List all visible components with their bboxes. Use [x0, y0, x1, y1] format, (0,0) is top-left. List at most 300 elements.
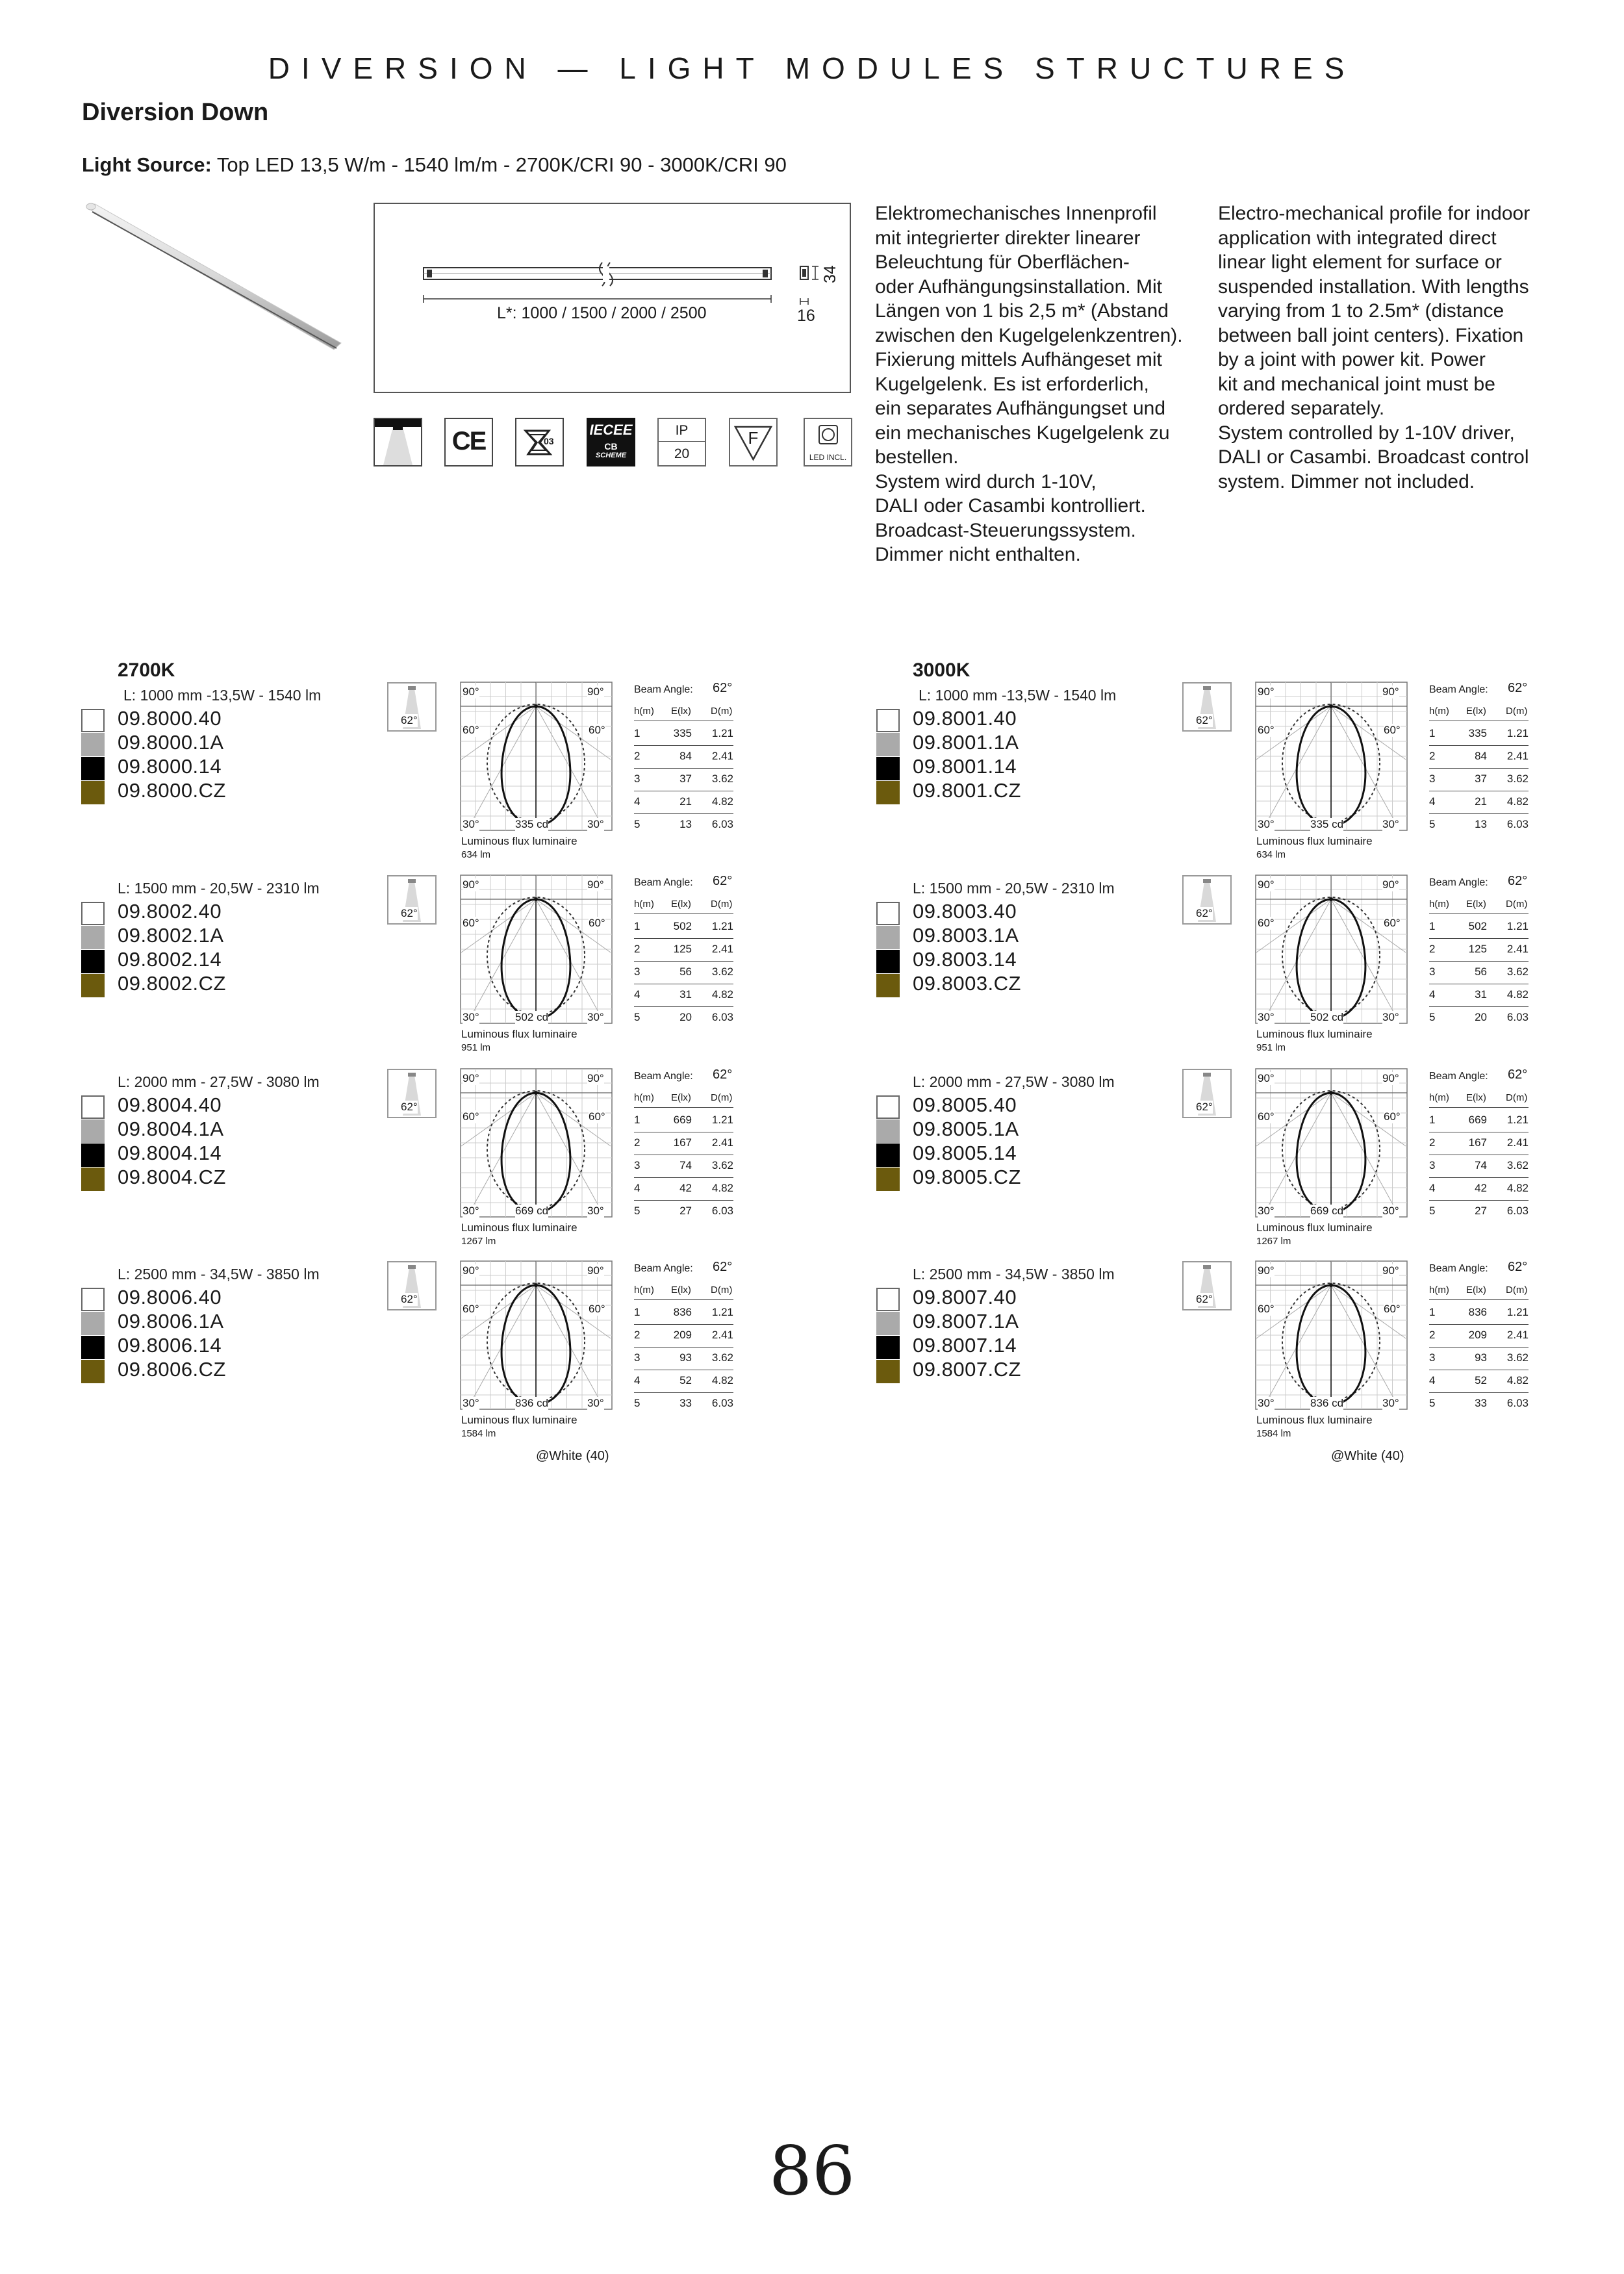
polar-label-60-left: 60° — [1258, 724, 1275, 736]
table-cell-illuminance: 84 — [1475, 750, 1487, 762]
polar-label-60-right: 60° — [589, 917, 605, 929]
product-code: 09.8000.14 — [118, 755, 222, 778]
beam-angle-label: Beam Angle: — [1429, 877, 1488, 888]
table-cell-height: 3 — [1429, 1351, 1436, 1364]
table-cell-height: 3 — [634, 1351, 641, 1364]
table-cell-height: 3 — [634, 773, 641, 785]
polar-label-90-right: 90° — [587, 878, 604, 891]
product-code: 09.8003.14 — [913, 948, 1017, 971]
table-cell-height: 2 — [634, 1136, 641, 1149]
table-cell-diameter: 1.21 — [1506, 727, 1529, 739]
polar-label-90-right: 90° — [587, 1072, 604, 1084]
table-cell-illuminance: 27 — [679, 1205, 692, 1217]
variant-length-spec: L: 2500 mm - 34,5W - 3850 lm — [118, 1266, 320, 1283]
table-cell-height: 3 — [634, 965, 641, 978]
product-code: 09.8001.40 — [913, 707, 1017, 730]
product-code: 09.8001.14 — [913, 755, 1017, 778]
table-row-rule — [634, 1006, 733, 1007]
col-header-e: E(lx) — [1466, 1092, 1486, 1103]
polar-label-30-left: 30° — [463, 818, 479, 830]
col-header-h: h(m) — [1429, 1092, 1449, 1103]
table-cell-height: 5 — [634, 1205, 641, 1217]
table-cell-diameter: 1.21 — [711, 727, 733, 739]
table-cell-height: 4 — [634, 988, 641, 1001]
finish-swatch — [876, 757, 900, 780]
col-header-d: D(m) — [711, 1284, 733, 1296]
polar-label-90-left: 90° — [1258, 1072, 1275, 1084]
beam-angle-label: Beam Angle: — [1429, 1263, 1488, 1274]
beam-angle-value: 62° — [1508, 1067, 1528, 1082]
table-row-rule — [1429, 1324, 1529, 1325]
table-row-rule — [634, 768, 733, 769]
finish-swatch — [876, 1143, 900, 1167]
finish-swatch — [876, 1095, 900, 1119]
table-header-rule — [1429, 1107, 1529, 1108]
polar-label-90-left: 90° — [463, 1264, 479, 1277]
table-row-rule — [1429, 1347, 1529, 1348]
table-cell-height: 5 — [1429, 818, 1436, 830]
col-header-h: h(m) — [634, 1092, 654, 1103]
product-code: 09.8000.CZ — [118, 779, 226, 802]
table-row-rule — [1429, 938, 1529, 939]
table-cell-illuminance: 335 — [673, 727, 692, 739]
polar-label-60-right: 60° — [1384, 724, 1401, 736]
finish-footnote: @White (40) — [1331, 1449, 1404, 1463]
table-cell-height: 2 — [634, 750, 641, 762]
table-row-rule — [634, 1392, 733, 1393]
enec-number: 03 — [544, 436, 554, 446]
finish-swatch — [876, 709, 900, 732]
table-cell-illuminance: 31 — [679, 988, 692, 1001]
polar-label-90-left: 90° — [463, 1072, 479, 1084]
finish-swatch — [81, 1312, 105, 1335]
product-code: 09.8002.40 — [118, 900, 222, 923]
table-cell-height: 4 — [1429, 1182, 1436, 1194]
page-number: 86 — [768, 2131, 856, 2210]
drawing-lines — [375, 204, 850, 392]
table-cell-height: 5 — [1429, 1205, 1436, 1217]
polar-label-60-left: 60° — [463, 1110, 479, 1123]
product-code: 09.8004.14 — [118, 1142, 222, 1164]
peak-intensity: 836 cd — [515, 1397, 549, 1409]
table-cell-height: 4 — [634, 1374, 641, 1386]
beam-angle-icon-label: 62° — [1196, 1101, 1213, 1113]
finish-swatch — [876, 926, 900, 949]
luminous-flux-value: 1584 lm — [1256, 1428, 1291, 1439]
finish-swatch — [876, 1168, 900, 1191]
col-header-e: E(lx) — [1466, 1284, 1486, 1296]
finish-swatch — [876, 950, 900, 973]
col-header-h: h(m) — [1429, 899, 1449, 910]
table-row-rule — [634, 1177, 733, 1178]
table-cell-diameter: 4.82 — [711, 1374, 733, 1386]
beam-angle-value: 62° — [713, 874, 733, 888]
table-cell-height: 3 — [634, 1159, 641, 1171]
table-cell-height: 1 — [1429, 920, 1436, 932]
polar-label-90-left: 90° — [1258, 1264, 1275, 1277]
col-header-h: h(m) — [1429, 706, 1449, 717]
f-mark-icon — [729, 418, 778, 466]
table-cell-height: 2 — [634, 943, 641, 955]
height-dimension: 34 — [821, 265, 839, 283]
table-cell-illuminance: 13 — [679, 818, 692, 830]
polar-label-30-right: 30° — [1382, 1205, 1399, 1217]
polar-label-30-right: 30° — [587, 1397, 604, 1409]
beam-angle-value: 62° — [1508, 874, 1528, 888]
table-header-rule — [634, 1107, 733, 1108]
table-header-rule — [634, 913, 733, 914]
beam-angle-label: Beam Angle: — [634, 877, 693, 888]
product-code: 09.8000.1A — [118, 731, 224, 754]
finish-swatch — [876, 1360, 900, 1383]
table-cell-height: 2 — [634, 1329, 641, 1341]
table-cell-diameter: 3.62 — [1506, 965, 1529, 978]
table-cell-illuminance: 33 — [1475, 1397, 1487, 1409]
table-cell-diameter: 2.41 — [1506, 943, 1529, 955]
luminous-flux-value: 634 lm — [461, 849, 491, 860]
table-cell-diameter: 2.41 — [1506, 1329, 1529, 1341]
table-cell-illuminance: 74 — [1475, 1159, 1487, 1171]
variant-length-spec: L: 1500 mm - 20,5W - 2310 lm — [913, 880, 1115, 897]
iecee-text: IECEE — [589, 422, 633, 438]
finish-footnote: @White (40) — [536, 1449, 609, 1463]
polar-label-30-left: 30° — [463, 1397, 479, 1409]
peak-intensity: 836 cd — [1310, 1397, 1344, 1409]
polar-label-90-right: 90° — [1382, 878, 1399, 891]
table-cell-illuminance: 21 — [679, 795, 692, 808]
table-cell-diameter: 4.82 — [711, 1182, 733, 1194]
table-cell-diameter: 3.62 — [711, 1351, 733, 1364]
table-cell-diameter: 6.03 — [1506, 1011, 1529, 1023]
table-cell-illuminance: 335 — [1468, 727, 1487, 739]
table-cell-diameter: 1.21 — [711, 1306, 733, 1318]
product-code: 09.8002.14 — [118, 948, 222, 971]
polar-label-90-left: 90° — [463, 878, 479, 891]
table-row-rule — [634, 1347, 733, 1348]
beam-angle-value: 62° — [1508, 1260, 1528, 1274]
beam-angle-value: 62° — [713, 1067, 733, 1082]
col-header-d: D(m) — [1506, 899, 1528, 910]
description-english: Electro-mechanical profile for indoor application with integrated direct linear light element for surface or suspended installation. With lengths varying from 1 to 2.5m* (distance between ball joint centers). Fixation by a joint with power kit. Power kit and mechanical joint must be ordered separately. System controlled by 1-10V driver, DALI or Casambi. Broadcast control system. Dimmer not included. — [1218, 203, 1530, 492]
peak-intensity: 669 cd — [515, 1205, 549, 1217]
table-cell-diameter: 2.41 — [711, 1136, 733, 1149]
table-cell-height: 1 — [634, 727, 641, 739]
table-cell-illuminance: 52 — [1475, 1374, 1487, 1386]
beam-angle-icon-label: 62° — [1196, 1293, 1213, 1305]
beam-angle-value: 62° — [1508, 681, 1528, 695]
finish-swatch — [876, 1288, 900, 1311]
polar-label-90-right: 90° — [1382, 1072, 1399, 1084]
variant-length-spec: L: 1000 mm -13,5W - 1540 lm — [123, 687, 322, 704]
finish-swatch — [81, 709, 105, 732]
table-cell-illuminance: 37 — [1475, 773, 1487, 785]
table-cell-diameter: 4.82 — [1506, 988, 1529, 1001]
table-cell-diameter: 4.82 — [711, 988, 733, 1001]
table-cell-illuminance: 125 — [1468, 943, 1487, 955]
table-cell-height: 5 — [1429, 1011, 1436, 1023]
finish-swatch — [876, 1336, 900, 1359]
col-header-h: h(m) — [1429, 1284, 1449, 1296]
iecee-cb-scheme-icon — [587, 418, 635, 466]
table-cell-illuminance: 209 — [1468, 1329, 1487, 1341]
product-code: 09.8005.14 — [913, 1142, 1017, 1164]
table-row-rule — [1429, 813, 1529, 814]
polar-label-30-left: 30° — [463, 1205, 479, 1217]
cb-text: CB — [604, 441, 618, 452]
technical-drawing — [374, 203, 851, 393]
beam-angle-label: Beam Angle: — [1429, 1071, 1488, 1082]
col-header-e: E(lx) — [1466, 899, 1486, 910]
table-row-rule — [1429, 961, 1529, 962]
polar-distribution-diagram — [460, 1068, 613, 1218]
description-german: Elektromechanisches Innenprofil mit integrierter direkter linearer Beleuchtung für Oberflächen- oder Aufhängungsinstallation. Mit Längen von 1 bis 2,5 m* (Abstand zwischen den Kugelgelenkzentren). Fixierung mittels Aufhängeset mit Kugelgelenk. Es ist erforderlich, ein separates Aufhängungset und ein mechanisches Kugelgelenk zu bestellen. System wird durch 1-10V, DALI oder Casambi kontrolliert. Broadcast-Steuerungssystem. Dimmer nicht enthalten. — [875, 203, 1183, 565]
col-header-h: h(m) — [634, 706, 654, 717]
luminous-flux-label: Luminous flux luminaire — [461, 1414, 577, 1426]
product-subtitle: Diversion Down — [82, 99, 269, 126]
table-cell-illuminance: 74 — [679, 1159, 692, 1171]
table-cell-illuminance: 93 — [1475, 1351, 1487, 1364]
table-row-rule — [1429, 1177, 1529, 1178]
table-cell-illuminance: 56 — [679, 965, 692, 978]
product-code: 09.8001.CZ — [913, 779, 1021, 802]
table-cell-diameter: 4.82 — [1506, 1374, 1529, 1386]
polar-label-60-left: 60° — [463, 917, 479, 929]
table-cell-height: 5 — [1429, 1397, 1436, 1409]
table-cell-height: 5 — [634, 1011, 641, 1023]
finish-swatch — [81, 757, 105, 780]
beam-angle-icon-label: 62° — [1196, 907, 1213, 919]
table-cell-diameter: 3.62 — [711, 1159, 733, 1171]
table-cell-illuminance: 502 — [673, 920, 692, 932]
finish-swatch — [81, 902, 105, 925]
table-cell-illuminance: 42 — [679, 1182, 692, 1194]
product-code: 09.8006.CZ — [118, 1358, 226, 1381]
table-cell-height: 5 — [634, 1397, 641, 1409]
table-cell-diameter: 6.03 — [711, 1397, 733, 1409]
table-cell-height: 2 — [1429, 1136, 1436, 1149]
beam-angle-label: Beam Angle: — [634, 1071, 693, 1082]
beam-angle-value: 62° — [713, 1260, 733, 1274]
table-cell-illuminance: 52 — [679, 1374, 692, 1386]
enec-mark-icon — [515, 418, 564, 466]
table-cell-diameter: 6.03 — [1506, 1205, 1529, 1217]
finish-swatch — [876, 733, 900, 756]
table-row-rule — [634, 1200, 733, 1201]
table-cell-height: 4 — [1429, 1374, 1436, 1386]
table-cell-illuminance: 167 — [673, 1136, 692, 1149]
polar-label-30-right: 30° — [587, 1205, 604, 1217]
polar-label-30-right: 30° — [587, 818, 604, 830]
table-cell-diameter: 1.21 — [1506, 1114, 1529, 1126]
table-cell-diameter: 4.82 — [1506, 795, 1529, 808]
beam-angle-label: Beam Angle: — [634, 1263, 693, 1274]
finish-swatch — [81, 1095, 105, 1119]
luminous-flux-label: Luminous flux luminaire — [1256, 1221, 1373, 1234]
polar-label-30-left: 30° — [1258, 1011, 1275, 1023]
table-cell-height: 1 — [634, 920, 641, 932]
peak-intensity: 502 cd — [515, 1011, 549, 1023]
table-cell-diameter: 1.21 — [1506, 920, 1529, 932]
product-code: 09.8002.1A — [118, 924, 224, 947]
polar-label-60-left: 60° — [463, 724, 479, 736]
polar-label-90-left: 90° — [1258, 685, 1275, 698]
polar-label-60-right: 60° — [1384, 1110, 1401, 1123]
table-cell-illuminance: 27 — [1475, 1205, 1487, 1217]
finish-swatch — [81, 733, 105, 756]
product-code: 09.8007.CZ — [913, 1358, 1021, 1381]
variant-length-spec: L: 1500 mm - 20,5W - 2310 lm — [118, 880, 320, 897]
color-temperature-label: 2700K — [118, 659, 175, 681]
col-header-d: D(m) — [711, 706, 733, 717]
table-row-rule — [1429, 1392, 1529, 1393]
polar-label-30-right: 30° — [1382, 818, 1399, 830]
product-code: 09.8001.1A — [913, 731, 1019, 754]
table-cell-height: 5 — [634, 818, 641, 830]
scheme-text: SCHEME — [595, 452, 627, 459]
light-source-label: Light Source: — [82, 153, 212, 176]
polar-label-30-right: 30° — [587, 1011, 604, 1023]
light-source-value: Top LED 13,5 W/m - 1540 lm/m - 2700K/CRI 90 - 3000K/CRI 90 — [211, 153, 787, 176]
peak-intensity: 669 cd — [1310, 1205, 1344, 1217]
ce-mark-icon — [444, 418, 493, 466]
finish-swatch — [81, 1360, 105, 1383]
product-code: 09.8006.40 — [118, 1286, 222, 1309]
col-header-d: D(m) — [1506, 1092, 1528, 1103]
luminous-flux-value: 1267 lm — [461, 1236, 496, 1247]
ip-value: 20 — [674, 446, 690, 461]
table-cell-illuminance: 20 — [1475, 1011, 1487, 1023]
finish-swatch — [81, 1336, 105, 1359]
polar-label-90-right: 90° — [1382, 1264, 1399, 1277]
polar-label-90-left: 90° — [1258, 878, 1275, 891]
table-row-rule — [1429, 745, 1529, 746]
table-cell-illuminance: 21 — [1475, 795, 1487, 808]
product-code: 09.8005.40 — [913, 1093, 1017, 1116]
table-cell-illuminance: 37 — [679, 773, 692, 785]
variant-length-spec: L: 1000 mm -13,5W - 1540 lm — [919, 687, 1117, 704]
polar-distribution-diagram — [1255, 1260, 1408, 1410]
product-code: 09.8006.1A — [118, 1310, 224, 1333]
beam-angle-icon-label: 62° — [401, 907, 418, 919]
product-code: 09.8007.40 — [913, 1286, 1017, 1309]
polar-label-90-right: 90° — [587, 685, 604, 698]
product-code: 09.8007.1A — [913, 1310, 1019, 1333]
luminous-flux-label: Luminous flux luminaire — [461, 835, 577, 847]
peak-intensity: 502 cd — [1310, 1011, 1344, 1023]
product-code: 09.8003.CZ — [913, 972, 1021, 995]
table-cell-diameter: 2.41 — [711, 750, 733, 762]
product-code: 09.8004.1A — [118, 1118, 224, 1140]
downlight-icon — [374, 418, 422, 466]
table-cell-height: 3 — [1429, 773, 1436, 785]
table-cell-diameter: 3.62 — [1506, 773, 1529, 785]
product-code: 09.8007.14 — [913, 1334, 1017, 1357]
table-cell-height: 1 — [1429, 1306, 1436, 1318]
table-cell-diameter: 3.62 — [1506, 1351, 1529, 1364]
finish-swatch — [81, 1288, 105, 1311]
polar-distribution-diagram — [460, 682, 613, 831]
width-dimension: 16 — [797, 307, 815, 325]
col-header-d: D(m) — [711, 1092, 733, 1103]
col-header-d: D(m) — [711, 899, 733, 910]
polar-label-90-right: 90° — [587, 1264, 604, 1277]
finish-swatch — [81, 1119, 105, 1143]
table-cell-illuminance: 20 — [679, 1011, 692, 1023]
beam-angle-icon-label: 62° — [401, 1101, 418, 1113]
product-code: 09.8000.40 — [118, 707, 222, 730]
beam-angle-label: Beam Angle: — [1429, 684, 1488, 695]
ip-rating-icon — [657, 418, 706, 466]
finish-swatch — [876, 1312, 900, 1335]
luminous-flux-value: 951 lm — [1256, 1042, 1286, 1053]
table-cell-illuminance: 209 — [673, 1329, 692, 1341]
polar-label-60-right: 60° — [589, 1110, 605, 1123]
table-cell-diameter: 4.82 — [1506, 1182, 1529, 1194]
table-cell-illuminance: 167 — [1468, 1136, 1487, 1149]
peak-intensity: 335 cd — [515, 818, 549, 830]
table-cell-height: 3 — [1429, 1159, 1436, 1171]
table-cell-illuminance: 669 — [1468, 1114, 1487, 1126]
luminous-flux-value: 634 lm — [1256, 849, 1286, 860]
polar-label-60-right: 60° — [589, 1303, 605, 1315]
col-header-d: D(m) — [1506, 1284, 1528, 1296]
luminous-flux-value: 951 lm — [461, 1042, 491, 1053]
col-header-h: h(m) — [634, 899, 654, 910]
table-cell-diameter: 3.62 — [1506, 1159, 1529, 1171]
table-cell-height: 4 — [634, 1182, 641, 1194]
led-incl-text: LED INCL. — [809, 453, 847, 462]
product-code: 09.8002.CZ — [118, 972, 226, 995]
luminous-flux-label: Luminous flux luminaire — [1256, 1028, 1373, 1040]
table-cell-diameter: 6.03 — [711, 1205, 733, 1217]
table-cell-diameter: 1.21 — [711, 920, 733, 932]
variant-length-spec: L: 2000 mm - 27,5W - 3080 lm — [118, 1073, 320, 1090]
table-cell-illuminance: 502 — [1468, 920, 1487, 932]
table-cell-illuminance: 93 — [679, 1351, 692, 1364]
product-code: 09.8005.1A — [913, 1118, 1019, 1140]
polar-label-60-right: 60° — [1384, 1303, 1401, 1315]
beam-angle-icon-label: 62° — [1196, 714, 1213, 726]
beam-angle-icon-label: 62° — [401, 1293, 418, 1305]
col-header-e: E(lx) — [671, 1092, 691, 1103]
table-cell-diameter: 6.03 — [1506, 1397, 1529, 1409]
variant-length-spec: L: 2500 mm - 34,5W - 3850 lm — [913, 1266, 1115, 1283]
table-cell-illuminance: 56 — [1475, 965, 1487, 978]
table-cell-illuminance: 33 — [679, 1397, 692, 1409]
table-cell-illuminance: 669 — [673, 1114, 692, 1126]
polar-label-60-right: 60° — [1384, 917, 1401, 929]
table-cell-diameter: 4.82 — [711, 795, 733, 808]
table-header-rule — [1429, 1299, 1529, 1300]
table-cell-illuminance: 42 — [1475, 1182, 1487, 1194]
document-title: DIVERSION — LIGHT MODULES STRUCTURES — [268, 51, 1356, 85]
table-row-rule — [634, 961, 733, 962]
table-cell-diameter: 6.03 — [711, 818, 733, 830]
table-header-rule — [634, 1299, 733, 1300]
table-cell-illuminance: 125 — [673, 943, 692, 955]
polar-label-30-right: 30° — [1382, 1011, 1399, 1023]
peak-intensity: 335 cd — [1310, 818, 1344, 830]
beam-angle-label: Beam Angle: — [634, 684, 693, 695]
product-code: 09.8004.40 — [118, 1093, 222, 1116]
product-code: 09.8003.40 — [913, 900, 1017, 923]
table-row-rule — [1429, 1006, 1529, 1007]
table-cell-height: 2 — [1429, 750, 1436, 762]
polar-label-30-left: 30° — [1258, 818, 1275, 830]
polar-label-30-left: 30° — [463, 1011, 479, 1023]
table-cell-diameter: 1.21 — [1506, 1306, 1529, 1318]
table-cell-diameter: 2.41 — [711, 1329, 733, 1341]
